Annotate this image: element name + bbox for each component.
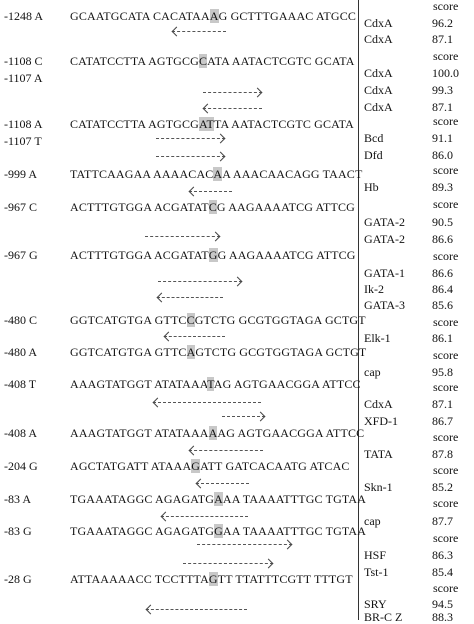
arrow-head [233, 277, 243, 287]
variant-label: -967 G [4, 248, 38, 262]
sequence-segment: ACTTTGTGGA ACGATAT [70, 200, 209, 214]
reverse-strand-arrow [164, 332, 225, 341]
arrow-head [283, 540, 293, 550]
variant-label: -28 G [4, 572, 32, 586]
arrow-shaft [153, 402, 261, 403]
sequence-segment: AGCTATGATT ATAAA [70, 459, 192, 473]
sequence-segment: ATA AATACTCGTC GCATA [207, 54, 355, 68]
score-value: 86.1 [432, 331, 453, 345]
variant-label: -408 T [4, 377, 37, 391]
arrow-head [172, 27, 182, 37]
forward-strand-arrow [158, 277, 242, 286]
factor-name: Hb [364, 180, 379, 194]
factor-name: SRY [364, 597, 387, 611]
arrow-head [216, 152, 226, 162]
forward-strand-arrow [156, 134, 225, 143]
factor-name: cap [364, 514, 381, 528]
variant-label: -1107 T [4, 134, 42, 148]
score-value: 96.2 [432, 16, 453, 30]
score-value: 89.3 [432, 180, 453, 194]
reverse-strand-arrow [146, 605, 247, 614]
score-value: 86.4 [432, 282, 453, 296]
forward-strand-arrow [145, 232, 220, 241]
dna-sequence [70, 427, 364, 440]
arrow-head [157, 293, 167, 303]
highlighted-base: A [208, 426, 218, 440]
highlighted-base: G [214, 524, 223, 538]
score-header: score [433, 531, 459, 545]
factor-name: BR-C Z [364, 610, 403, 624]
forward-strand-arrow [156, 152, 225, 161]
score-value: 87.8 [432, 447, 453, 461]
reverse-strand-arrow [203, 104, 262, 113]
score-value: 91.1 [432, 131, 453, 145]
sequence-segment: AG AGTGAACGGA ATTCC [213, 377, 361, 391]
score-header: score [433, 249, 459, 263]
sequence-segment: TGAAATAGGC AGAGATG [70, 492, 215, 506]
dna-sequence [70, 249, 356, 262]
sequence-segment: G AAGAAAATCG ATTCG [217, 248, 356, 262]
factor-name: Dfd [364, 148, 383, 162]
forward-strand-arrow [197, 540, 292, 549]
score-header: score [433, 430, 459, 444]
factor-name: XFD-1 [364, 414, 399, 428]
variant-label: -1248 A [4, 9, 43, 23]
factor-name: GATA-3 [364, 298, 406, 312]
highlighted-base: G [208, 572, 218, 586]
score-value: 87.1 [432, 397, 453, 411]
score-value: 87.1 [432, 100, 453, 114]
factor-name: GATA-2 [364, 232, 406, 246]
sequence-segment: TT TTATTTCGTT TTTGT [217, 572, 353, 586]
factor-name: CdxA [364, 66, 393, 80]
variant-label: -408 A [4, 426, 37, 440]
score-header: score [433, 114, 459, 128]
highlighted-base: C [198, 54, 208, 68]
factor-name: Skn-1 [364, 480, 393, 494]
factor-name: CdxA [364, 16, 393, 30]
arrow-shaft [183, 563, 273, 564]
factor-name: CdxA [364, 100, 393, 114]
dna-sequence [70, 10, 356, 23]
highlighted-base: AT [198, 117, 214, 131]
score-value: 86.3 [432, 548, 453, 562]
sequence-segment: AG AGTGAACGGA ATTCC [217, 426, 365, 440]
dna-sequence [70, 118, 354, 131]
reverse-strand-arrow [172, 27, 226, 36]
score-header: score [433, 348, 459, 362]
score-value: 87.7 [432, 514, 453, 528]
arrow-head [264, 559, 274, 569]
score-value: 88.3 [432, 610, 453, 624]
sequence-segment: ACTTTGTGGA ACGATAT [70, 248, 209, 262]
score-header: score [433, 380, 459, 394]
arrow-head [164, 332, 174, 342]
variant-label: -1107 A [4, 71, 43, 85]
factor-name: TATA [364, 447, 393, 461]
score-header: score [433, 0, 459, 13]
sequence-segment: CATATCCTTA AGTGCG [70, 117, 199, 131]
variant-label: -1108 C [4, 54, 43, 68]
reverse-strand-arrow [196, 479, 249, 488]
factor-name: Elk-1 [364, 331, 391, 345]
arrow-shaft [161, 516, 248, 517]
dna-sequence [70, 573, 353, 586]
sequence-segment: GTCTG GCGTGGTAGA GCTGT [194, 313, 366, 327]
arrow-head [203, 104, 213, 114]
score-value: 87.1 [432, 32, 453, 46]
reverse-strand-arrow [157, 293, 223, 302]
sequence-segment: TGAAATAGGC AGAGATG [70, 524, 215, 538]
arrow-head [216, 134, 226, 144]
score-header: score [433, 496, 459, 510]
reverse-strand-arrow [189, 187, 232, 196]
arrow-head [256, 412, 266, 422]
factor-name: CdxA [364, 397, 393, 411]
arrow-head [253, 88, 263, 98]
score-value: 85.2 [432, 480, 453, 494]
score-header: score [433, 581, 459, 595]
dna-sequence [70, 55, 355, 68]
dna-sequence [70, 378, 361, 391]
factor-name: GATA-1 [364, 266, 406, 280]
sequence-segment: GGTCATGTGA GTTC [70, 313, 187, 327]
highlighted-base: A [214, 492, 223, 506]
arrow-head [211, 232, 221, 242]
score-header: score [433, 463, 459, 477]
sequence-segment: TA AATACTCGTC GCATA [213, 117, 354, 131]
dna-sequence [70, 346, 366, 359]
highlighted-base: C [208, 200, 217, 214]
sequence-segment: A AAACAACAGG TAACT [222, 167, 363, 181]
score-value: 86.7 [432, 414, 453, 428]
sequence-segment: GTCTG GCGTGGTAGA GCTGT [195, 345, 367, 359]
factor-name: CdxA [364, 83, 393, 97]
score-value: 85.6 [432, 298, 453, 312]
score-value: 95.8 [432, 365, 453, 379]
factor-name: Tst-1 [364, 565, 389, 579]
score-value: 99.3 [432, 83, 453, 97]
variant-label: -204 G [4, 459, 38, 473]
score-header: score [433, 49, 459, 63]
score-value: 85.4 [432, 565, 453, 579]
forward-strand-arrow [222, 412, 265, 421]
factor-name: CdxA [364, 32, 393, 46]
dna-sequence [70, 525, 366, 538]
dna-sequence [70, 460, 350, 473]
variant-label: -83 G [4, 524, 32, 538]
score-header: score [433, 197, 459, 211]
highlighted-base: A [213, 167, 223, 181]
reverse-strand-arrow [189, 446, 263, 455]
sequence-segment: AAAGTATGGT ATATAAA [70, 377, 208, 391]
score-value: 86.6 [432, 232, 453, 246]
arrow-head [196, 479, 206, 489]
sequence-segment: G GCTTTGAAAC ATGCC [218, 9, 356, 23]
factor-name: GATA-2 [364, 215, 406, 229]
forward-strand-arrow [203, 88, 262, 97]
arrow-head [189, 446, 199, 456]
factor-name: Ik-2 [364, 282, 384, 296]
factor-name: cap [364, 365, 381, 379]
arrow-shaft [189, 450, 263, 451]
sequence-segment: ATTAAAAACC TCCTTTA [70, 572, 209, 586]
variant-label: -999 A [4, 167, 37, 181]
sequence-segment: AA TAAAATTTGC TGTAA [222, 492, 367, 506]
variant-label: -480 C [4, 313, 37, 327]
score-value: 94.5 [432, 597, 453, 611]
sequence-segment: AAAGTATGGT ATATAAA [70, 426, 209, 440]
factor-name: Bcd [364, 131, 384, 145]
arrow-head [153, 398, 163, 408]
highlighted-base: T [207, 377, 214, 391]
sequence-segment: GCAATGCATA CACATAA [70, 9, 210, 23]
highlighted-base: A [209, 9, 219, 23]
dna-sequence [70, 201, 355, 214]
variant-label: -1108 A [4, 117, 43, 131]
score-value: 100.0 [432, 66, 459, 80]
arrow-shaft [197, 544, 292, 545]
highlighted-base: A [186, 345, 196, 359]
highlighted-base: G [191, 459, 201, 473]
arrow-shaft [157, 297, 223, 298]
sequence-segment: TATTCAAGAA AAAACAC [70, 167, 214, 181]
score-value: 86.0 [432, 148, 453, 162]
score-value: 90.5 [432, 215, 453, 229]
variant-label: -83 A [4, 492, 31, 506]
dna-sequence [70, 314, 366, 327]
dna-sequence [70, 493, 366, 506]
sequence-segment: CATATCCTTA AGTGCG [70, 54, 199, 68]
variant-label: -967 C [4, 200, 37, 214]
arrow-shaft [146, 609, 247, 610]
score-value: 86.6 [432, 266, 453, 280]
dna-sequence [70, 168, 362, 181]
highlighted-base: C [186, 313, 195, 327]
forward-strand-arrow [183, 559, 273, 568]
highlighted-base: G [208, 248, 218, 262]
factor-name: HSF [364, 548, 387, 562]
sequence-segment: ATT GATCACAATG ATCAC [200, 459, 350, 473]
arrow-head [161, 512, 171, 522]
reverse-strand-arrow [153, 398, 261, 407]
variant-label: -480 A [4, 345, 37, 359]
arrow-head [146, 605, 156, 615]
sequence-segment: AA TAAAATTTGC TGTAA [222, 524, 367, 538]
arrow-head [189, 187, 199, 197]
arrow-shaft [145, 236, 220, 237]
reverse-strand-arrow [161, 512, 248, 521]
sequence-segment: G AAGAAAATCG ATTCG [216, 200, 355, 214]
score-header: score [433, 163, 459, 177]
score-header: score [433, 315, 459, 329]
sequence-segment: GGTCATGTGA GTTC [70, 345, 187, 359]
arrow-shaft [158, 281, 242, 282]
